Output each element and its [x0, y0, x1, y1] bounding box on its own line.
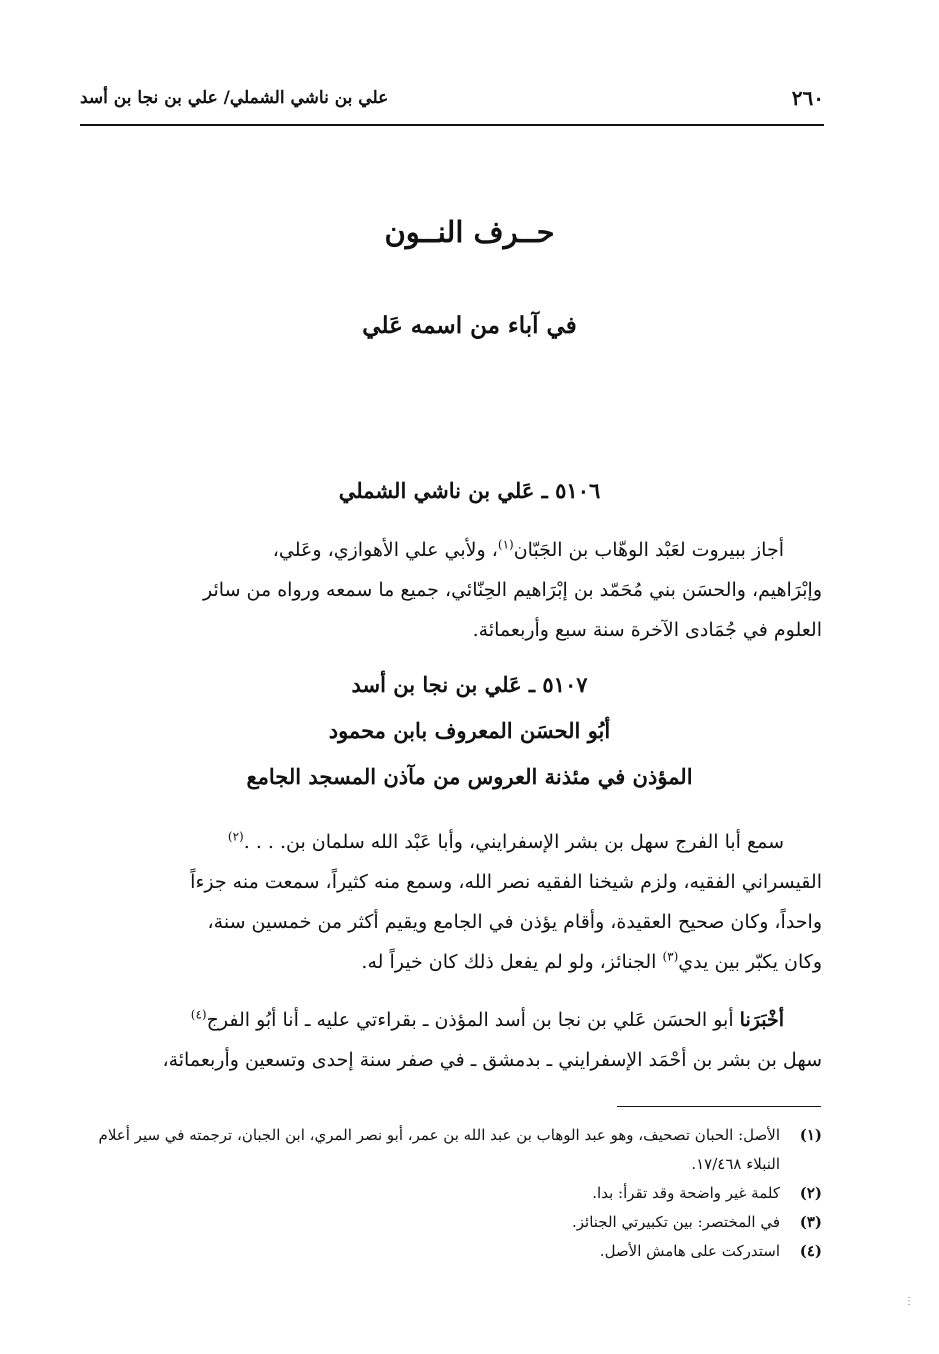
entry-5107-line-4: [82, 942, 822, 982]
footnote-1-mark: (١): [799, 1126, 822, 1144]
footnote-ref-1[interactable]: (١): [497, 537, 514, 552]
entry-5106-line-3: العلوم في جُمَادى الآخرة سنة سبع وأربعمائة.: [472, 619, 822, 641]
footnotes: [82, 1121, 822, 1266]
entry-5107-paragraph-2: [82, 1000, 822, 1080]
entry-5107-line-6: سهل بن بشر بن أحْمَد الإسفرايني ـ بدمشق ـ في صفر سنة إحدى وتسعين وأربعمائة،: [162, 1049, 822, 1071]
footnote-3: [82, 1208, 822, 1237]
footnote-ref-4[interactable]: (٤): [190, 1007, 207, 1022]
entry-5106-text-1b: ، ولأبي علي الأهوازي، وعَلي،: [272, 539, 498, 561]
footnote-3-text: في المختصر: بين تكبيرتي الجنائز.: [571, 1213, 780, 1231]
chapter-title: حــرف النــون: [384, 215, 555, 249]
footnote-ref-3[interactable]: (٣): [662, 949, 679, 964]
footnote-1: [82, 1121, 822, 1179]
footnote-ref-2[interactable]: (٢): [227, 829, 244, 844]
entry-5106-line-1: [82, 530, 822, 570]
page-number: ٢٦٠: [791, 86, 824, 110]
entry-5107-line-2: القيسراني الفقيه، ولزم شيخنا الفقيه نصر الله، وسمع منه كثيراً، سمعت منه جزءاً: [190, 871, 822, 893]
running-header: [80, 84, 824, 126]
akhbarana-word: أخْبَرَنا: [739, 1009, 784, 1031]
entry-5107-line-5: [82, 1000, 822, 1040]
footnote-3-mark: (٣): [799, 1213, 822, 1231]
entry-5107-heading: ٥١٠٧ ـ عَلي بن نجا بن أسد: [351, 672, 588, 697]
footnote-divider: [617, 1106, 821, 1107]
footnote-2-mark: (٢): [799, 1184, 822, 1202]
footnote-4: [82, 1237, 822, 1266]
entry-5107-paragraph-1: [82, 822, 822, 982]
entry-5106-text-1a: أجاز ببيروت لعَبْد الوهّاب بن الجَبّان: [513, 539, 784, 561]
entry-5107-text-4b: الجنائز، ولو لم يفعل ذلك كان خيراً له.: [361, 951, 663, 973]
entry-5107-line-1: [82, 822, 822, 862]
entry-5107-subheading-role: المؤذن في مئذنة العروس من مآذن المسجد الجامع: [246, 764, 693, 789]
entry-5106-body: [82, 530, 822, 650]
entry-5107-subheading-kunya: أبُو الحسَن المعروف بابن محمود: [328, 718, 611, 743]
entry-5107-text-5: أبو الحسَن عَلي بن نجا بن أسد المؤذن ـ بقراءتي عليه ـ أنا أبُو الفرج: [206, 1009, 740, 1031]
footnote-2: [82, 1179, 822, 1208]
entry-5106-heading: ٥١٠٦ ـ عَلي بن ناشي الشملي: [338, 478, 601, 503]
scan-mark: ⋮: [904, 1296, 914, 1307]
entry-5107-text-4a: وكان يكبّر بين يدي: [678, 951, 822, 973]
chapter-subtitle: في آباء من اسمه عَلي: [362, 312, 577, 339]
footnote-4-text: استدركت على هامش الأصل.: [599, 1242, 780, 1260]
entry-5107-line-3: واحداً، وكان صحيح العقيدة، وأقام يؤذن في الجامع ويقيم أكثر من خمسين سنة،: [207, 911, 822, 933]
footnote-2-text: كلمة غير واضحة وقد تقرأ: بدا.: [592, 1184, 780, 1202]
footnote-4-mark: (٤): [799, 1242, 822, 1260]
entry-5106-line-2: وإبْرَاهيم، والحسَن بني مُحَمّد بن إبْرَاهيم الحِنّائي، جميع ما سمعه ورواه من سائر: [203, 579, 822, 601]
footnote-1-text: الأصل: الحبان تصحيف، وهو عبد الوهاب بن عبد الله بن عمر، أبو نصر المري، ابن الجبان، ترجمته في سير أعلام النبلاء ١٧/٤٦٨.: [98, 1126, 780, 1173]
running-title: علي بن ناشي الشملي/ علي بن نجا بن أسد: [80, 88, 389, 108]
entry-5107-text-1: سمع أبا الفرج سهل بن بشر الإسفرايني، وأبا عَبْد الله سلمان بن. . . .: [243, 831, 784, 853]
